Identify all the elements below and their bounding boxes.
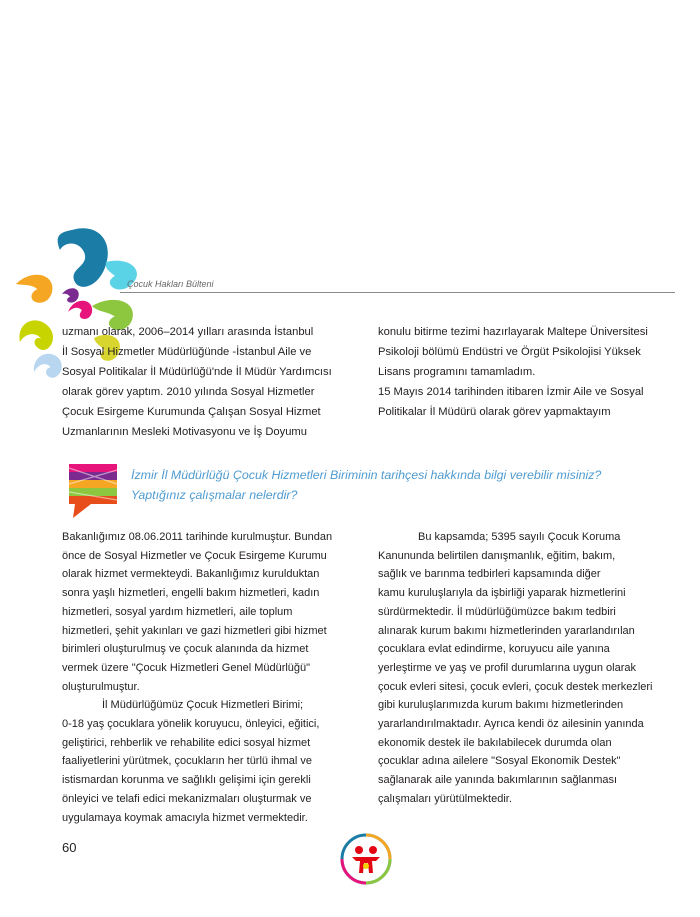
text-line: Politikalar İl Müdürü olarak görev yapmaktayım	[378, 406, 611, 418]
text-line: yararlandırılmaktadır. Ayrıca kendi öz ailesinin yanında	[378, 718, 644, 731]
text-line: vermek üzere "Çocuk Hizmetleri Genel Müdürlüğü"	[62, 661, 311, 674]
text-line: uygulamaya koymak amacıyla hizmet vermektedir.	[62, 811, 308, 824]
question-line: İzmir İl Müdürlüğü Çocuk Hizmetleri Biriminin tarihçesi hakkında bilgi verebilir misiniz?	[131, 468, 602, 482]
page-number: 60	[62, 840, 77, 855]
text-line: oluşturulmuştur.	[62, 680, 140, 693]
text-line: önleyici ve telafi edici mekanizmaları oluşturmak ve	[62, 792, 312, 805]
text-line: Bu kapsamda; 5395 sayılı Çocuk Koruma	[418, 531, 621, 543]
text-line: sağlık ve barınma tedbirleri kapsamında diğer	[378, 568, 601, 581]
text-line: Psikoloji bölümü Endüstri ve Örgüt Psikolojisi Yüksek	[378, 346, 641, 358]
text-line: geliştirici, rehberlik ve rehabilite edici sosyal hizmet	[62, 736, 311, 749]
text-line: ekonomik destek ile bakılabilecek durumda olan	[378, 736, 612, 749]
text-line: birimleri oluşturulmuş ve çocuk alanında da hizmet	[62, 643, 309, 656]
text-line: Lisans programını tamamladım.	[378, 366, 536, 378]
text-line: sonra yaşlı hizmetleri, engelli bakım hizmetleri, kadın	[62, 587, 320, 600]
text-line: çocuk evleri sitesi, çocuk evleri, çocuk destek merkezleri	[378, 680, 653, 693]
text-line: çalışmaları yürütülmektedir.	[378, 792, 512, 805]
header-rule	[120, 292, 675, 293]
text-line: Bakanlığımız 08.06.2011 tarihinde kurulmuştur. Bundan	[62, 531, 333, 543]
text-line: Çocuk Esirgeme Kurumunda Çalışan Sosyal Hizmet	[62, 406, 321, 418]
text-line: 0-18 yaş çocuklara yönelik koruyucu, önleyici, eğitici,	[62, 718, 320, 731]
text-line: İl Müdürlüğümüz Çocuk Hizmetleri Birimi;	[102, 699, 304, 712]
text-line: hizmetleri, şehit yakınları ve gazi hizmetleri gibi hizmet	[62, 624, 327, 637]
intro-left-column	[62, 322, 352, 442]
answer-right-column	[378, 528, 673, 809]
text-line: olarak hizmet vermekteydi. Bakanlığımız kurulduktan	[62, 568, 320, 581]
text-line: Sosyal Politikalar İl Müdürlüğü'nde İl Müdür Yardımcısı	[62, 366, 332, 378]
text-line: hizmetleri, sosyal yardım hizmetleri, aile toplum	[62, 605, 293, 618]
text-line: önce de Sosyal Hizmetler ve Çocuk Esirgeme Kurumu	[62, 549, 327, 562]
text-line: kamu kuruluşlarıyla da işbirliği yaparak hizmetlerini	[378, 587, 626, 600]
text-line: faaliyetlerini yürütmek, çocukların her türlü ihmal ve	[62, 755, 313, 768]
children-rights-logo-icon	[340, 833, 392, 885]
question-line: Yaptığınız çalışmalar nelerdir?	[131, 488, 298, 502]
text-line: çocuklara evlat edindirme, koruyucu aile yanına	[378, 643, 610, 656]
text-line: uzmanı olarak, 2006–2014 yılları arasında İstanbul	[62, 326, 314, 338]
header-title: Çocuk Hakları Bülteni	[127, 279, 214, 289]
text-line: gibi kuruluşlarımızda kurum bakımı hizmetlerinden	[378, 699, 624, 712]
text-line: alınarak kurum bakımı hizmetlerinden yararlandırılan	[378, 624, 635, 637]
text-line: konulu bitirme tezimi hazırlayarak Maltepe Üniversitesi	[378, 326, 648, 338]
text-line: çocuklar adına ailelere "Sosyal Ekonomik Destek"	[378, 755, 621, 768]
intro-right-column	[378, 322, 673, 422]
answer-left-column	[62, 528, 352, 827]
text-line: sağlanarak aile yanında bakımlarının sağlanması	[378, 774, 618, 787]
text-line: Kanununda belirtilen danışmanlık, eğitim, bakım,	[378, 549, 616, 562]
text-line: yerleştirme ve yaş ve profil durumlarına uygun olarak	[378, 661, 637, 674]
speech-bubble-icon	[65, 462, 121, 518]
text-line: istismardan korunma ve sağlıklı gelişimi için gerekli	[62, 774, 311, 787]
question-heading	[131, 465, 671, 505]
text-line: sürdürmektedir. İl müdürlüğümüzce bakım tedbiri	[378, 605, 616, 618]
text-line: İl Sosyal Hizmetler Müdürlüğünde -İstanbul Aile ve	[62, 346, 312, 358]
text-line: 15 Mayıs 2014 tarihinden itibaren İzmir Aile ve Sosyal	[378, 386, 644, 398]
text-line: olarak görev yaptım. 2010 yılında Sosyal Hizmetler	[62, 386, 315, 398]
text-line: Uzmanlarının Mesleki Motivasyonu ve İş Doyumu	[62, 426, 307, 438]
